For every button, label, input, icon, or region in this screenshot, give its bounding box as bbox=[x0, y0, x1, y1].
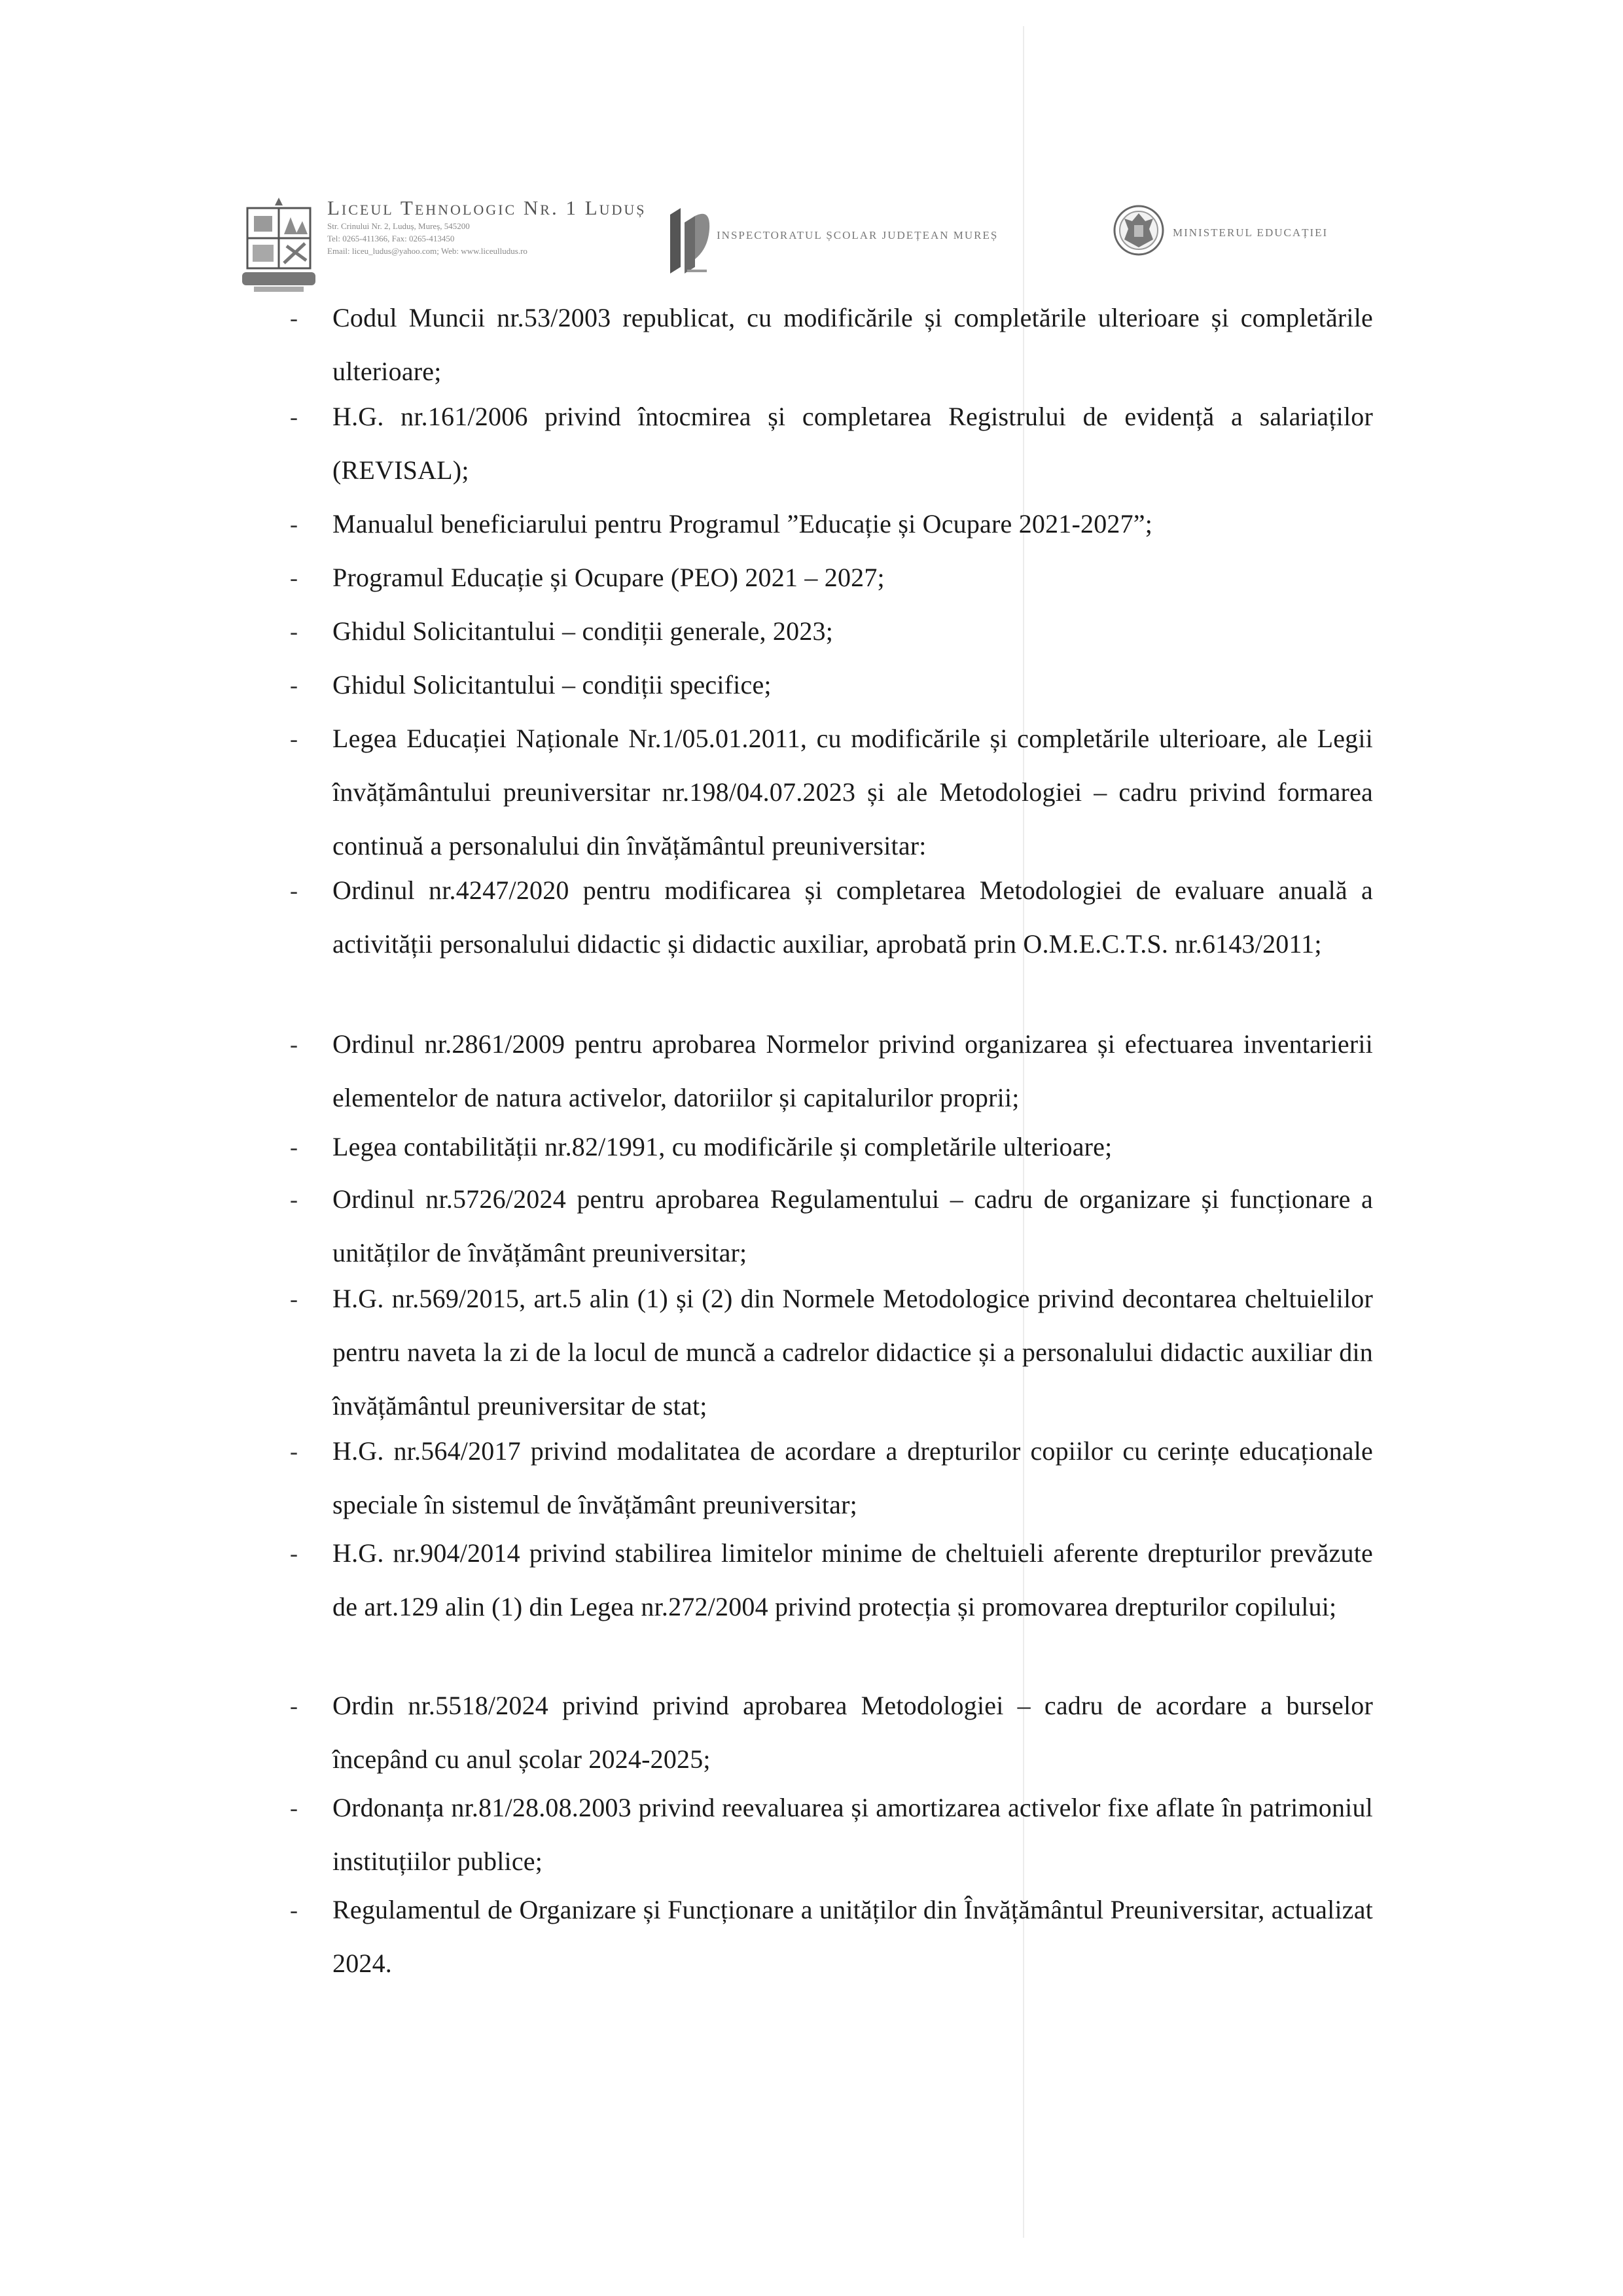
list-item-text: H.G. nr.569/2015, art.5 alin (1) și (2) din Normele Metodologice privind decontarea cheltuielilor pentru naveta la zi de la locul de muncă a cadrelor didactice și a personalului didactic auxiliar din învățământul preuniversitar de stat; bbox=[332, 1284, 1373, 1421]
list-dash: - bbox=[290, 1540, 298, 1566]
inspectorate-logo bbox=[661, 203, 713, 278]
ministry-name: MINISTERUL EDUCAȚIEI bbox=[1173, 226, 1329, 239]
list-dash: - bbox=[290, 1031, 298, 1057]
list-dash: - bbox=[290, 565, 298, 591]
school-address: Str. Crinului Nr. 2, Luduș, Mureș, 545200 bbox=[327, 221, 470, 231]
list-item-text: Legea contabilității nr.82/1991, cu modificările și completările ulterioare; bbox=[332, 1132, 1113, 1161]
list-dash: - bbox=[290, 1897, 298, 1923]
list-dash: - bbox=[290, 305, 298, 331]
list-dash: - bbox=[290, 726, 298, 752]
list-dash: - bbox=[290, 1438, 298, 1464]
list-dash: - bbox=[290, 1795, 298, 1821]
list-item-text: H.G. nr.564/2017 privind modalitatea de acordare a drepturilor copiilor cu cerințe educaționale speciale în sistemul de învățământ preuniversitar; bbox=[332, 1436, 1373, 1519]
list-item-text: Programul Educație și Ocupare (PEO) 2021 – 2027; bbox=[332, 563, 885, 592]
list-item-text: Manualul beneficiarului pentru Programul ”Educație și Ocupare 2021-2027”; bbox=[332, 509, 1153, 539]
list-dash: - bbox=[290, 1693, 298, 1719]
list-item-text: Ordinul nr.5726/2024 pentru aprobarea Regulamentului – cadru de organizare și funcționare a unităților de învățământ preuniversitar; bbox=[332, 1184, 1373, 1267]
list-dash: - bbox=[290, 672, 298, 698]
school-identification bbox=[327, 196, 890, 257]
list-item-text: Ordin nr.5518/2024 privind privind aprobarea Metodologiei – cadru de acordare a burselor începând cu anul școlar 2024-2025; bbox=[332, 1691, 1373, 1774]
ministry-coat-of-arms-logo bbox=[1113, 204, 1165, 256]
list-item-text: Codul Muncii nr.53/2003 republicat, cu modificările și completările ulterioare și completările ulterioare; bbox=[332, 303, 1373, 386]
list-dash: - bbox=[290, 1286, 298, 1312]
list-item-text: H.G. nr.904/2014 privind stabilirea limitelor minime de cheltuieli aferente drepturilor prevăzute de art.129 alin (1) din Legea nr.272/2004 privind protecția și promovarea drepturilor copilului; bbox=[332, 1538, 1373, 1621]
list-dash: - bbox=[290, 1134, 298, 1160]
list-dash: - bbox=[290, 511, 298, 537]
list-dash: - bbox=[290, 618, 298, 645]
school-contact: Email: liceu_ludus@yahoo.com; Web: www.liceulludus.ro bbox=[327, 246, 527, 256]
list-item-text: Legea Educației Naționale Nr.1/05.01.2011, cu modificările și completările ulterioare, ale Legii învățământului preuniversitar nr.198/04.07.2023 și ale Metodologiei – cadru privind formarea continuă a personalului din învățământul preuniversitar: bbox=[332, 724, 1373, 860]
school-name: Liceul Tehnologic Nr. 1 Luduș bbox=[327, 196, 647, 219]
list-item-text: Ordinul nr.4247/2020 pentru modificarea și completarea Metodologiei de evaluare anuală a activității personalului didactic și didactic auxiliar, aprobată prin O.M.E.C.T.S. nr.6143/2011; bbox=[332, 875, 1373, 959]
school-phone: Tel: 0265-411366, Fax: 0265-413450 bbox=[327, 234, 455, 243]
list-item-text: Ordonanța nr.81/28.08.2003 privind reevaluarea și amortizarea activelor fixe aflate în patrimoniul instituțiilor publice; bbox=[332, 1793, 1373, 1876]
list-item-text: Ghidul Solicitantului – condiții specifice; bbox=[332, 670, 772, 699]
list-dash: - bbox=[290, 404, 298, 430]
list-item-text: H.G. nr.161/2006 privind întocmirea și completarea Registrului de evidență a salariaților (REVISAL); bbox=[332, 402, 1373, 485]
school-crest-logo bbox=[242, 195, 315, 293]
inspectorate-name: INSPECTORATUL ȘCOLAR JUDEȚEAN MUREȘ bbox=[717, 229, 999, 241]
list-item-text: Ordinul nr.2861/2009 pentru aprobarea Normelor privind organizarea și efectuarea inventarierii elementelor de natura activelor, datoriilor și capitalurilor proprii; bbox=[332, 1029, 1373, 1112]
list-item-text: Regulamentul de Organizare și Funcționare a unităților din Învățământul Preuniversitar, actualizat 2024. bbox=[332, 1895, 1373, 1978]
list-dash: - bbox=[290, 1186, 298, 1212]
list-item-text: Ghidul Solicitantului – condiții generale, 2023; bbox=[332, 616, 834, 646]
letterhead bbox=[242, 190, 1433, 301]
list-dash: - bbox=[290, 877, 298, 904]
